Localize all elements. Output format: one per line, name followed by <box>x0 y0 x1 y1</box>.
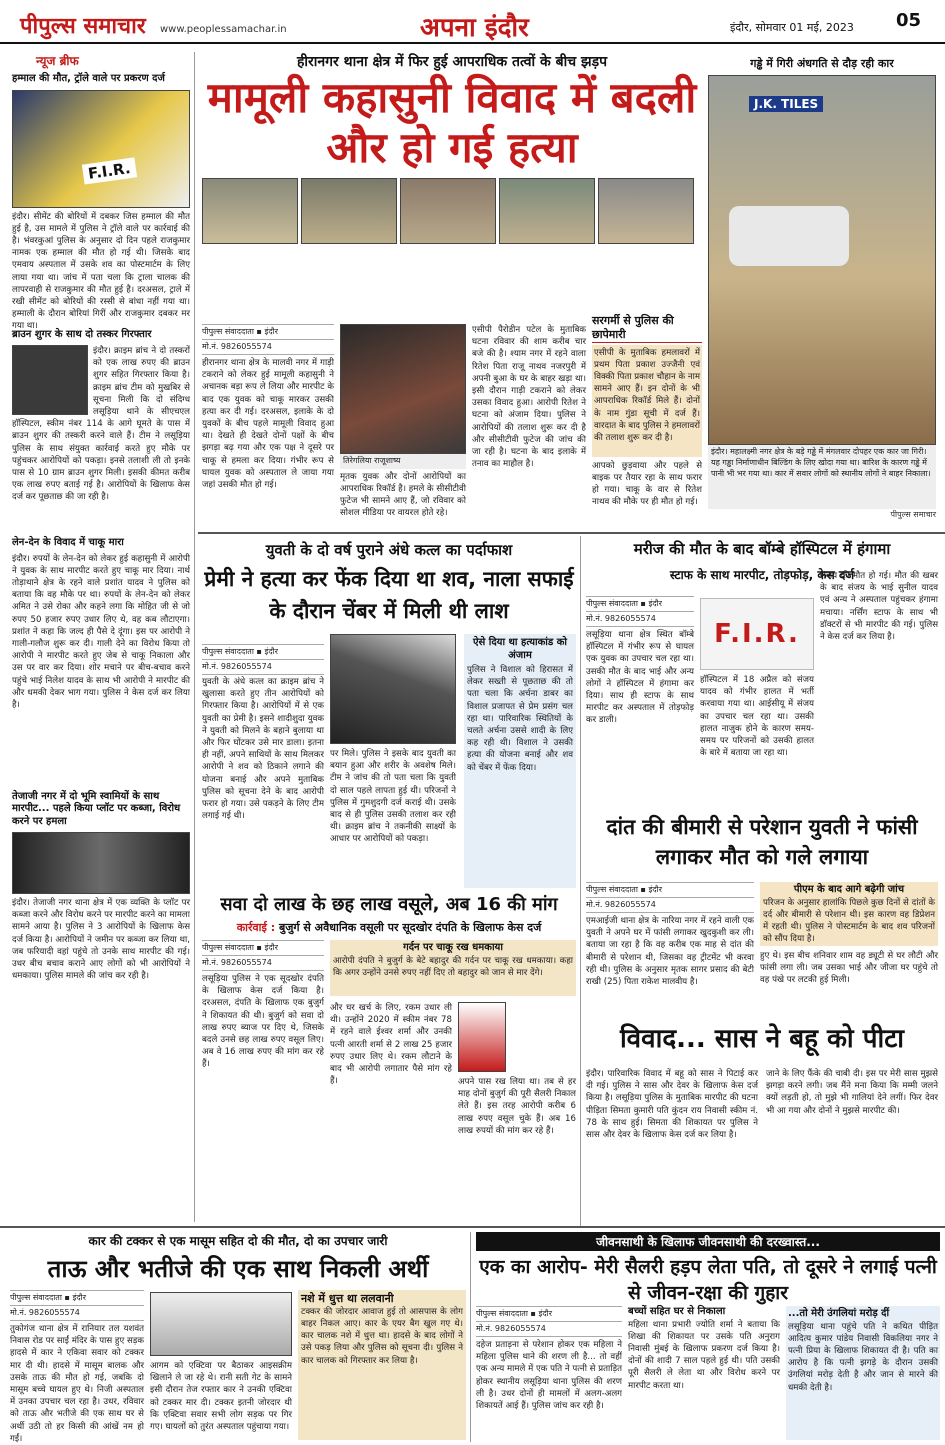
murder-box-body: पुलिस ने विशाल को हिरासत में लेकर सख्ती से पूछताछ की तो पता चला कि अर्चना डाबर का विशाल प्रजापत से प्रेम प्रसंग चल रहा था। पारिवारिक स्थितियों के चलते अर्चना उससे शादी के लिए कह रही थी। विशाल ने उसकी हत्या की योजना बनाई और शव को चेंबर में फेंक दिया। <box>467 665 573 773</box>
extortion-story <box>202 894 576 1222</box>
byline-mobile: मो.नं. 9826055574 <box>476 1322 622 1337</box>
brief-headline: लेन-देन के विवाद में चाकू मारा <box>12 537 124 548</box>
extortion-headline: सवा दो लाख के छह लाख वसूले, अब 16 की मांग <box>220 894 558 915</box>
murder-col1 <box>202 644 324 675</box>
byline: पीपुल्स संवाददाता ▪ इंदौर <box>202 324 334 340</box>
lead-story <box>202 52 702 528</box>
newspaper-brand: पीपुल्स समाचार <box>20 14 146 39</box>
threat-box-head: गर्दन पर चाकू रख धमकाया <box>403 942 503 953</box>
extortion-body: लसूड़िया पुलिस ने एक सूदखोर दंपति के खिलाफ केस दर्ज किया है। दरअसल, दंपति के खिलाफ एक बुजुर्ग ने शिकायत की थी। बुजुर्ग को सवा दो लाख रुपए ब्याज पर दिए थे, जिसके बदले उनसे छह लाख रुपए वसूल लिए। अब वे 16 लाख रुपए की मांग कर रहे हैं। <box>202 974 324 1070</box>
byline-mobile: मो.नं. 9826055574 <box>202 956 324 971</box>
threat-box-body: आरोपी दंपति ने बुजुर्ग के बेटे बहादुर की गर्दन पर चाकू रख धमकाया। कहा कि अगर उन्होंने उनसे रुपए नहीं दिए तो बहादुर को जान से मार देंगे। <box>333 955 573 978</box>
hospital-headline: मरीज की मौत के बाद बॉम्बे हॉस्पिटल में हंगामा <box>633 540 891 558</box>
hospital-body: संजय की मौत हो गई। मौत की खबर के बाद संजय के भाई सुनील यादव एवं अन्य ने अस्पताल पहुंचकर हंगामा मचाया। नर्सिंग स्टाफ के साथ भी डॉक्टरों से भी मारपीट की गई। पुलिस ने केस दर्ज कर लिया है। <box>820 571 938 643</box>
byline: पीपुल्स संवाददाता ▪ इंदौर <box>202 644 324 660</box>
scuffle-illustration <box>12 832 190 894</box>
fingers-box-body: लसूड़िया थाना पहुंचे पति ने कथित पीड़ित आदित्य कुमार पांडेय निवासी विकलिया नगर ने पत्नी प्रिया के खिलाफ शिकायत दी है। पति का आरोप है कि पत्नी झगड़े के दौरान उसकी उंगलियां मरोड़ देती है और जान से मारने की धमकी देती है। <box>788 1321 938 1393</box>
car-shape <box>729 206 849 266</box>
accident-kicker: कार की टक्कर से एक मासूम सहित दो की मौत, दो का उपचार जारी <box>88 1234 388 1248</box>
shop-sign: J.K. TILES <box>749 96 823 112</box>
postmortem-box-body: परिजन के अनुसार हालांकि पिछले कुछ दिनों से दांतों के दर्द और बीमारी से परेशान थी। इस कारण वह डिप्रेशन में रहती थी। पुलिस ने पोस्टमार्टम के बाद शव परिजनों को सौंप दिया है। <box>763 897 935 945</box>
raid-box-head: सरगर्मी से पुलिस की छापेमारी <box>592 314 702 343</box>
byline-mobile: मो.नं. 9826055574 <box>202 340 334 355</box>
byline-name: पीपुल्स संवाददाता <box>202 647 254 656</box>
hospital-col1 <box>586 596 694 747</box>
extortion-body: अपने पास रख लिया था। तब से हर माह दोनों बुजुर्ग की पूरी सैलरी निकाल लेते हैं। इस तरह आरोपी करीब 6 लाख रुपए वसूल चुके हैं। अब 16 लाख रुपयों की मांग कर रहे हैं। <box>458 1077 576 1136</box>
lead-body: हीरानगर थाना क्षेत्र के मालवी नगर में गाड़ी टकराने को लेकर हुई मामूली कहासुनी ने अचानक बड़ा रूप ले लिया और मारपीट के बाद एक युवक को चाकू मारकर उसकी हत्या कर दी गई। दरअसल, इलाके के दो युवकों के बीच पहले मामूली विवाद हुआ था। देखते ही देखते दोनों पक्षों के बीच झगड़ा बढ़ गया और एक पक्ष ने दूसरे पर चाकू से हमला कर दिया। गंभीर रूप से घायल युवक को अस्पताल ले जाया गया जहां उसकी मौत हो गई। <box>202 358 334 491</box>
murder-kicker: युवती के दो वर्ष पुराने अंधे कत्ल का पर्दाफाश <box>265 541 513 559</box>
byline-mobile: मो.नं. 9826055574 <box>586 898 754 913</box>
postmortem-box-head: पीएम के बाद आगे बढ़ेगी जांच <box>793 884 905 895</box>
salary-box-body: महिला थाना प्रभारी ज्योति शर्मा ने बताया कि शिखा की शिकायत पर उसके पति अनुराग निवासी मुंबई के खिलाफ प्रकरण दर्ज किया है। दोनों की शादी 7 साल पहले हुई थी। पति उसकी पूरी सैलरी ले लेता था और विरोध करने पर मारपीट करता था। <box>628 1319 780 1391</box>
row-divider <box>0 1226 945 1228</box>
byline-mobile: मो.नं. 9826055574 <box>202 660 324 675</box>
hospital-story <box>586 540 938 812</box>
brief-headline: ब्राउन शुगर के साथ दो तस्कर गिरफ्तार <box>12 328 152 340</box>
fir-text: F.I.R. <box>714 619 800 649</box>
lead-body: मृतक युवक और दोनों आरोपियों का आपराधिक रिकॉर्ड है। हमले के सीसीटीवी फुटेज भी सामने आए हैं, जो रविवार को सोशल मीडिया पर वायरल होते रहे। <box>340 471 466 519</box>
byline-city: इंदौर <box>648 885 662 894</box>
extortion-col1 <box>202 940 324 1213</box>
dispute-headline: विवाद... सास ने बहू को पीटा <box>619 1024 905 1054</box>
byline-city: इंदौर <box>264 943 278 952</box>
salary-box-head: बच्चों सहित घर से निकाला <box>628 1306 726 1317</box>
action-label: कार्रवाई : <box>236 920 276 934</box>
accident-headline: ताऊ और भतीजे की एक साथ निकली अर्थी <box>47 1255 429 1283</box>
car-story <box>708 56 936 528</box>
accident-story <box>10 1232 466 1442</box>
page-number: 05 <box>896 10 922 31</box>
suicide-story <box>586 812 938 1022</box>
byline-name: पीपुल्स संवाददाता <box>586 599 638 608</box>
marriage-kicker: जीवनसाथी के खिलाफ जीवनसाथी की दरख्वास्त... <box>476 1232 940 1251</box>
suicide-headline: दांत की बीमारी से परेशान युवती ने फांसी लगाकर मौत को गले लगाया <box>606 815 918 870</box>
marriage-headline: एक का आरोप- मेरी सैलरी हड़प लेता पति, तो दूसरे ने लगाई पत्नी से जीवन-रक्षा की गुहार <box>479 1256 937 1304</box>
lead-body: एसीपी पैरोडीन पटेल के मुताबिक घटना रविवार की शाम करीब चार बजे की है। श्याम नगर में रहने वाला रितेश पिता राजू नाथव नजरपुरी में अपनी बुआ के घर के बाहर खड़ा था। इसी दौरान गाड़ी टकराने को लेकर उसका विवाद हुआ। आरोपी रितेश ने घटना को अंजाम दिया। पुलिस ने आरोपियों की तलाश शुरू कर दी है और सीसीटीवी फुटेज की जांच की जा रही है। घटना के बाद इलाके में तनाव का माहौल है। <box>472 325 586 470</box>
photo-credit: पीपुल्स समाचार <box>890 510 936 519</box>
murder-body: युवती के अंधे कत्ल का क्राइम ब्रांच ने खुलासा करते हुए तीन आरोपियों को गिरफ्तार किया है। आरोपियों में से एक युवती का प्रेमी है। इसने शादीशुदा युवक ने युवती को मिलने के बहाने बुलाया था और फिर घोंटकर उसे मार डाला। इतना ही नहीं, अपने साथियों के साथ मिलकर आरोपी ने शव को ठिकाने लगाने की योजना बनाई और अपने मुताबिक पुलिस को सूचना देने के बाद आरोपी फरार हो गया। उसे पकड़ने के लिए टीम लगाई गई थी। <box>202 677 324 822</box>
column-divider <box>470 1232 471 1442</box>
website-url[interactable]: www.peoplessamachar.in <box>160 24 287 35</box>
cctv-frame <box>202 178 298 244</box>
lead-col2 <box>340 324 466 519</box>
byline-mobile: मो.नं. 9826055574 <box>10 1306 144 1321</box>
byline: पीपुल्स संवाददाता ▪ इंदौर <box>586 596 694 612</box>
accident-body: तुकोगंज थाना क्षेत्र में रानियार तल यशवंत निवास रोड पर साईं मंदिर के पास हुए सड़क हादसे में कार ने एकिवा सवार को टक्कर मार दी थी। हादसे में मासूम बालक और उसके ताऊ की मौत हो गई, जबकि दो मासूम बच्चे घायल हुए थे। निजी अस्पताल में उनका उपचार चल रहा है। उधर, रविवार को ताऊ और भतीजे की एक साथ घर से अर्थी उठी तो हर किसी की आंखें नम हो गईं। <box>10 1324 144 1444</box>
victim-caption: तिरेगलिया राजूशाष्य <box>340 454 466 469</box>
car-kicker: गड्ढे में गिरी अंधगति से दौड़ रही कार <box>750 57 894 70</box>
brief-headline: हम्माल की मौत, ट्रॉले वाले पर प्रकरण दर्ज <box>12 73 165 84</box>
cctv-frame <box>301 178 397 244</box>
fir-label: F.I.R. <box>82 157 137 184</box>
dispute-story <box>586 1024 938 1222</box>
byline-city: इंदौर <box>648 599 662 608</box>
row-divider <box>198 532 945 534</box>
news-brief-column <box>12 52 190 1222</box>
fingers-box-head: ...तो मेरी उंगलियां मरोड़ दीं <box>788 1308 890 1319</box>
byline-name: पीपुल्स संवाददाता <box>202 943 254 952</box>
column-divider <box>194 52 195 1222</box>
cctv-frame <box>400 178 496 244</box>
shroud-photo <box>150 1292 292 1356</box>
byline: पीपुल्स संवाददाता ▪ इंदौर <box>10 1290 144 1306</box>
byline-name: पीपुल्स संवाददाता <box>202 327 254 336</box>
murder-story <box>202 540 576 888</box>
lead-col3 <box>472 324 586 524</box>
cctv-frame <box>598 178 694 244</box>
hospital-body: हॉस्पिटल में 18 अप्रैल को संजय यादव को गंभीर हालत में भर्ती करवाया गया था। आईसीयू में संजय का उपचार चल रहा था। उसकी हालत नाजुक होने के कारण समय-समय पर परिजनों को उसकी हालत के बारे में बताया जा रहा था। <box>700 675 814 759</box>
edition-date: इंदौर, सोमवार 01 मई, 2023 <box>730 21 854 34</box>
murder-headline: प्रेमी ने हत्या कर फेंक दिया था शव, नाला सफाई के दौरान चेंबर में मिली थी लाश <box>204 567 574 623</box>
marriage-col1 <box>476 1306 622 1443</box>
section-title: अपना इंदौर <box>420 13 529 43</box>
drunk-driver-head: नशे में धुत्त था ललवानी <box>301 1292 394 1305</box>
knife-blood-illustration <box>458 1002 506 1072</box>
handcuffs-photo <box>12 345 88 415</box>
accident-body: आगम को एक्टिवा पर बैठाकर आइसक्रीम खिलाने ले जा रहे थे। रानी सती गेट के सामने इसी दौरान तेज रफ्तार कार ने उनकी एक्टिवा को टक्कर मार दी। टक्कर इतनी जोरदार थी कि एक्टिवा सवार सभी लोग सड़क पर गिर गए। घायलों को तुरंत अस्पताल पहुंचाया गया। <box>150 1361 292 1433</box>
threat-box <box>330 940 576 996</box>
byline: पीपुल्स संवाददाता ▪ इंदौर <box>476 1306 622 1322</box>
dispute-body: इंदौर। पारिवारिक विवाद में बहू को सास ने पिटाई कर दी गई। पुलिस ने सास और देवर के खिलाफ केस दर्ज किया है। लसूड़िया पुलिस के मुताबिक मारपीट की घटना पीड़िता सिमता कुमारी पति कुंदन राय निवासी स्कीम नं. 78 के साथ हुई। सिमता की शिकायत पर पुलिस ने सास और देवर के खिलाफ केस दर्ज कर लिया है। <box>586 1069 758 1141</box>
brief-headline: तेजाजी नगर में दो भूमि स्वामियों के साथ मारपीट... पहले किया प्लॉट पर कब्जा, विरोध करने पर हमला <box>12 790 181 827</box>
raid-box <box>592 314 702 544</box>
brief-body: इंदौर। क्राइम ब्रांच ने दो तस्करों को एक लाख रुपए की ब्राउन शुगर सहित गिरफ्तार किया है। क्राइम ब्रांच टीम को मुखबिर से सूचना मिली कि दो संदिग्ध लसूड़िया थाने के सीएचएल हॉस्पिटल, स्कीम नंबर 114 के आगे घूमते के पास में ब्राउन शुगर की तस्करी करने वाले हैं। टीम ने लसूड़िया पुलिस के साथ संयुक्त कार्रवाई करते हुए मौके पर पहुंचकर आरोपियों को पकड़ा। इनसे तलाशी ली तो इनके पास से 10 ग्राम ब्राउन शुगर मिली। इसकी कीमत करीब एक लाख रुपए बताई गई है। आरोपियों के खिलाफ केस दर्ज कर पूछताछ की जा रही है। <box>12 346 190 503</box>
byline-city: इंदौर <box>538 1309 552 1318</box>
extortion-body: और घर खर्च के लिए, रकम उधार ली थी। उन्होंने 2020 में स्कीम नंबर 78 में रहने वाले ईश्वर शर्मा और उनकी पत्नी आरती शर्मा से 2 लाख 25 हजार रुपए उधार लिए थे। रकम लौटाने के बाद भी आरोपी लगातार पैसे मांग रहे हैं। <box>330 1003 452 1087</box>
murder-box <box>464 634 576 888</box>
drunk-driver-box <box>298 1290 466 1440</box>
accident-col1 <box>10 1290 144 1443</box>
fir-illustration <box>12 90 190 208</box>
news-brief-label: न्यूज ब्रीफ <box>36 54 79 68</box>
byline-city: इंदौर <box>264 647 278 656</box>
car-caption: इंदौर। महालक्ष्मी नगर क्षेत्र के बड़े गड्ढे में मंगलवार दोपहर एक कार जा गिरी। यह गड्ढा निर्माणाधीन बिल्डिंग के लिए खोदा गया था। बारिश के कारण गड्ढे में पानी भी भर गया था। कार में सवार लोगों को स्थानीय लोगों ने बाहर निकाला। <box>708 445 936 509</box>
extortion-kicker <box>202 920 576 935</box>
postmortem-box <box>760 882 938 946</box>
byline-city: इंदौर <box>264 327 278 336</box>
brief-body: इंदौर। तेजाजी नगर थाना क्षेत्र में एक व्यक्ति के प्लॉट पर कब्जा करने और विरोध करने पर मारपीट करने का मामला सामने आया है। पुलिस ने 3 आरोपियों के खिलाफ केस दर्ज किया है। आरोपियों ने जमीन पर कब्जा कर लिया था, जब फरियादी वहां पहुंचे तो उनके साथ मारपीट की गई। उधर बीच बचाव कराने आए लोगों को भी आरोपियों ने धमकाया। पुलिस मामले की जांच कर रही है। <box>12 898 190 982</box>
column-divider <box>580 536 581 1226</box>
drunk-driver-body: टक्कर की जोरदार आवाज हुई तो आसपास के लोग बाहर निकल आए। कार के एयर बैग खुल गए थे। कार चालक नशे में धुत्त था। हादसे के बाद लोगों ने उसे पकड़ लिया और पुलिस को सूचना दी। पुलिस ने कार चालक को गिरफ्तार कर लिया है। <box>301 1306 463 1366</box>
marriage-story <box>476 1232 940 1442</box>
cctv-frame <box>499 178 595 244</box>
salary-box <box>628 1306 780 1440</box>
suicide-body: हुए थे। इस बीच शनिवार शाम वह ड्यूटी से घर लौटी और फांसी लगा ली। जब उसका भाई और जीजा घर पहुंचे तो वह पंखे पर लटकी हुई मिली। <box>760 951 938 986</box>
fingers-box <box>786 1306 940 1440</box>
lead-col1 <box>202 324 334 515</box>
murder-box-head: ऐसे दिया था हत्याकांड को अंजाम <box>473 637 567 661</box>
brief-body: इंदौर। सीमेंट की बोरियों में दबकर जिस हम्माल की मौत हुई है, उस मामले में पुलिस ने ट्रॉले वाले पर कार्रवाई की है। भंवरकुआं पुलिस के अनुसार दो दिन पहले राजकुमार नामक एक हम्माल की मौत हो गई थी। जिसके बाद एमवाय अस्पताल में उसके शव का पोस्टमार्टम के लिए लाया गया था। जांच में पता चला कि ट्राला चालक की लापरवाही से राजकुमार की मौत हुई है। दरअसल, ट्राले में रखी सीमेंट को बोरियों की रस्सी से बांधा नहीं गया था। हम्माली के दौरान बोरियां गिरीं और राजकुमार दबकर मर गया था। <box>12 211 190 332</box>
extortion-subhead: बुजुर्ग से अवैधानिक वसूली पर सूदखोर दंपति के खिलाफ केस दर्ज <box>278 920 542 934</box>
hospital-subhead: स्टाफ के साथ मारपीट, तोड़फोड़, केस दर्ज <box>669 568 855 582</box>
dispute-body: जाने के लिए फैंके की चाबी दी। इस पर मेरी सास मुझसे झगड़ा करने लगी। जब मैंने मना किया कि मम्मी जलने क्यों लड़ती हो, तो मुझे भी गालियां देने लगीं। फिर देवर भी आ गया और दोनों ने मुझसे मारपीट की। <box>766 1069 938 1116</box>
lead-headline: मामूली कहासुनी विवाद में बदली और हो गई हत्या <box>207 73 697 172</box>
byline-mobile: मो.नं. 9826055574 <box>586 612 694 627</box>
brief-body: इंदौर। रुपयों के लेन-देन को लेकर हुई कहासुनी में आरोपी ने युवक के साथ मारपीट करते हुए चाकू मार दिया। नार्थ तोड़ाथाने क्षेत्र के रहने वाले प्रशांत यादव ने पुलिस को बताया कि वह मौके पर था। रुपयों के लेन-देन को लेकर अमित ने उसे रोका और कहने लगा कि मोहित जी से जो रुपए 50 हजार रुपए उधार लिए थे, वह कब लौटाएगा। प्रशांत ने कहा कि जल्द ही पैसे दे दूंगा। इस पर आरोपी ने गाली-गलौज शुरू कर दी। गाली देने का विरोध किया तो आरोपी ने मारपीट करते हुए जेब से चाकू निकाला और उस पर वार कर दिया। शोर मचाने पर बीच-बचाव करने पहुंचे भाई निलेश यादव के साथ भी आरोपी ने मारपीट की और धमकी देकर भाग गया। पुलिस ने केस दर्ज कर लिया है। <box>12 553 190 710</box>
cctv-strip <box>202 178 702 244</box>
car-in-pit-photo <box>708 75 936 445</box>
byline-name: पीपुल्स संवाददाता <box>10 1293 62 1302</box>
lead-kicker: हीरानगर थाना क्षेत्र में फिर हुई आपराधिक तत्वों के बीच झड़प <box>296 54 608 70</box>
victim-photo <box>340 324 466 454</box>
byline: पीपुल्स संवाददाता ▪ इंदौर <box>586 882 754 898</box>
byline: पीपुल्स संवाददाता ▪ इंदौर <box>202 940 324 956</box>
byline-name: पीपुल्स संवाददाता <box>586 885 638 894</box>
byline-name: पीपुल्स संवाददाता <box>476 1309 528 1318</box>
murder-body: पर मिले। पुलिस ने इसके बाद युवती का बयान हुआ और शरीर के अवशेष मिले। टीम ने जांच की तो पता चला कि युवती दो साल पहले लापता हुई थी। परिजनों ने पुलिस में गुमशुदगी दर्ज कराई थी। उसके बाद से ही पुलिस उसकी तलाश कर रही थी। क्राइम ब्रांच ने तकनीकी साक्ष्यों के आधार पर आरोपियों को पकड़ा। <box>330 749 456 845</box>
fir-graphic <box>700 598 814 670</box>
knife-illustration <box>330 634 456 744</box>
masthead <box>0 0 945 44</box>
suicide-col1 <box>586 882 754 1013</box>
lead-body: आपको छुड़वाया और पहले से बाइक पर तैयार रहा के साथ फरार हो गया। चाकू के वार से रितेश नाथव की मौके पर ही मौत हो गई। <box>592 460 702 508</box>
hospital-body: लसूड़िया थाना क्षेत्र स्थित बॉम्बे हॉस्पिटल में गंभीर रूप से घायल एक युवक का उपचार चल रहा था। उसकी मौत के बाद भाई और अन्य लोगों ने हॉस्पिटल में हंगामा कर दिया। साथ ही स्टाफ के साथ मारपीट कर अस्पताल में तोड़फोड़ कर डाली। <box>586 630 694 726</box>
suicide-body: एमआईजी थाना क्षेत्र के नारिया नगर में रहने वाली एक युवती ने अपने घर में फांसी लगाकर खुदकुशी कर ली। बताया जा रहा है कि वह करीब एक माह से दांत की बीमारी से परेशान थी, जिसका वह ट्रीटमेंट भी करवा रही थी। पुलिस के अनुसार मृतक सागर प्रसाद की बेटी राखी (25) पिता राकेश मालवीय है। <box>586 916 754 988</box>
marriage-body: दहेज प्रताड़ना से परेशान होकर एक महिला ने महिला पुलिस थाने की शरण ली है... तो वहीं एक अन्य मामले में एक पति ने पत्नी से प्रताड़ित होकर स्थानीय लसूड़िया थाना पुलिस की शरण ली है। उधर दोनों ही मामलों में अलग-अलग शिकायतें आई हैं। पुलिस जांच कर रही है। <box>476 1340 622 1412</box>
raid-box-body: एसीपी के मुताबिक हमलावरों में प्रथम पिता प्रकाश उज्जैनी एवं विक्की पिता प्रकाश चौहान के नाम सामने आए हैं। इन दोनों के भी आपराधिक रिकॉर्ड मिले हैं। दोनों के नाम गुंडा सूची में दर्ज हैं। वारदात के बाद पुलिस ने हमलावरों की तलाश शुरू कर दी है। <box>592 345 702 457</box>
byline-city: इंदौर <box>72 1293 86 1302</box>
